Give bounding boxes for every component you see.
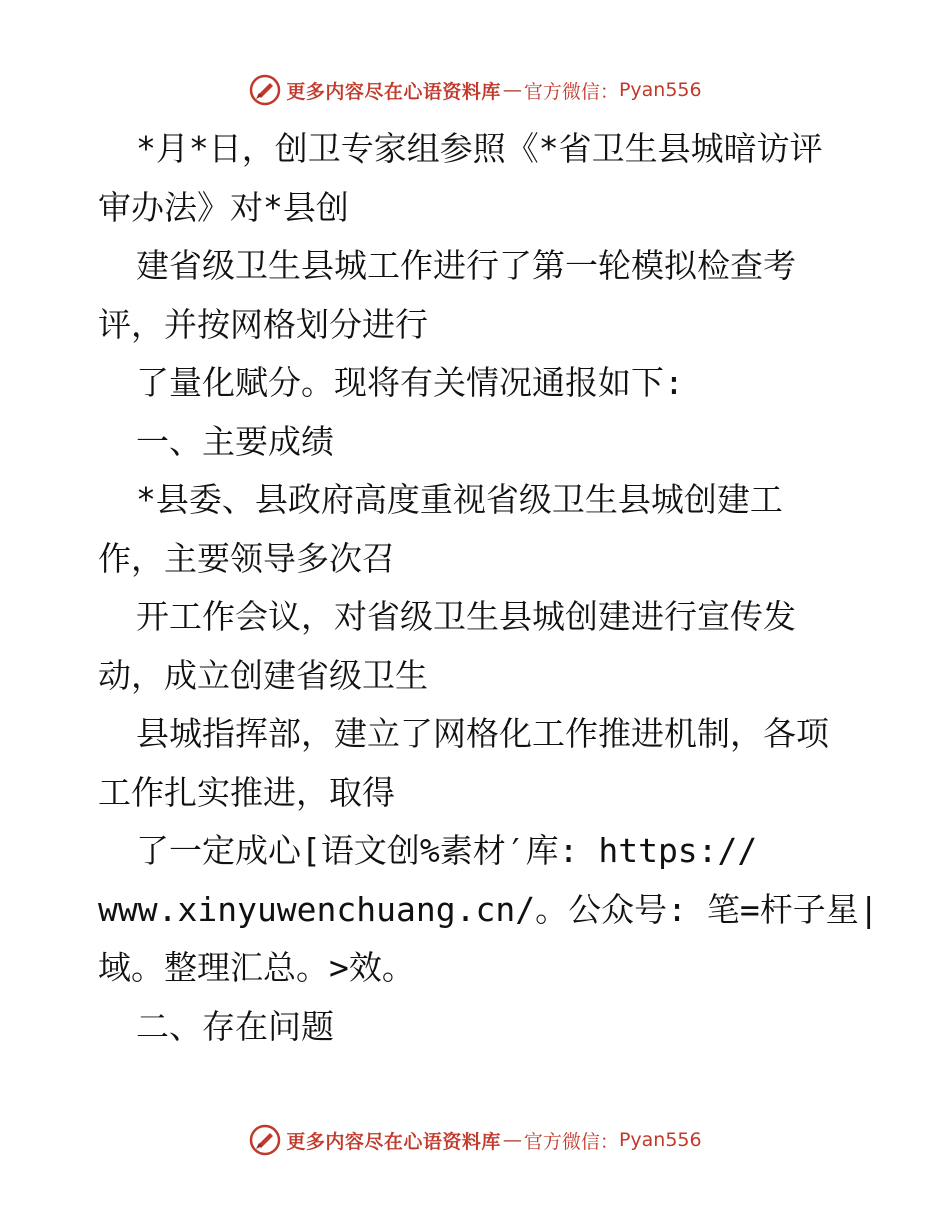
text-line: 动，成立创建省级卫生 [98, 655, 428, 695]
text-line: 开工作会议，对省级卫生县城创建进行宣传发 [136, 597, 796, 636]
text-line: *月*日，创卫专家组参照《*省卫生县城暗访评 [136, 129, 823, 168]
pen-nib-logo-icon [248, 1123, 282, 1157]
banner-dash: — [502, 79, 522, 101]
pen-nib-logo-icon [248, 73, 282, 107]
banner-wechat-id: Pyan556 [618, 79, 702, 101]
text-line: 工作扎实推进，取得 [98, 772, 395, 812]
banner-dash: — [502, 1129, 522, 1151]
section-heading: 二、存在问题 [136, 1006, 334, 1046]
text-line: 作，主要领导多次召 [98, 538, 395, 578]
text-line: 了量化赋分。现将有关情况通报如下: [136, 363, 684, 402]
footer-banner [0, 1120, 950, 1160]
text-line: www.xinyuwenchuang.cn/。公众号: 笔=杆子星| [98, 889, 879, 929]
banner-brand: 更多内容尽在心语资料库 [286, 1130, 501, 1153]
text-line: 建省级卫生县城工作进行了第一轮模拟检查考 [136, 246, 796, 285]
text-line: *县委、县政府高度重视省级卫生县城创建工 [136, 480, 783, 519]
text-line: 审办法》对*县创 [98, 187, 349, 227]
text-line: 县城指挥部，建立了网格化工作推进机制，各项 [136, 714, 829, 753]
header-banner [0, 70, 950, 110]
text-line: 了一定成心[语文创%素材′库: https:// [136, 831, 758, 870]
banner-wechat-label: 官方微信： [523, 80, 619, 103]
text-line: 域。整理汇总。>效。 [98, 948, 415, 987]
banner-brand: 更多内容尽在心语资料库 [286, 80, 501, 103]
document-body [98, 120, 898, 1056]
banner-wechat-label: 官方微信： [523, 1130, 619, 1153]
text-line: 评，并按网格划分进行 [98, 304, 428, 344]
section-heading: 一、主要成绩 [136, 421, 334, 461]
banner-wechat-id: Pyan556 [618, 1129, 702, 1151]
